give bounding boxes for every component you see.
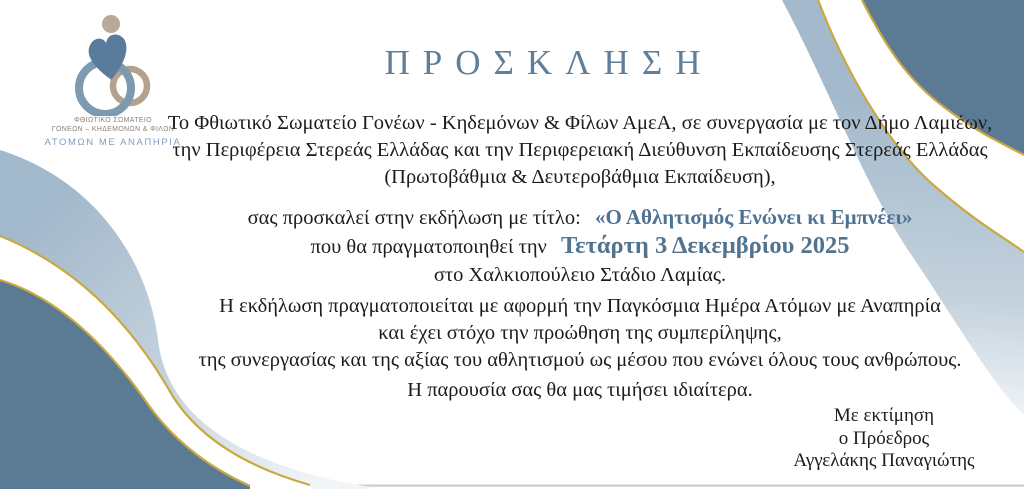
logo-head [102, 15, 120, 33]
signature-block [758, 405, 1010, 473]
invite-prefix-text: σας προσκαλεί στην εκδήλωση με τίτλο: [247, 207, 581, 229]
org-logo-figure [70, 10, 156, 116]
event-date-text: Τετάρτη 3 Δεκεμβρίου 2025 [560, 232, 850, 259]
venue-text: στο Χαλκιοπούλειο Στάδιο Λαμίας. [433, 264, 727, 286]
closing-text: Η παρουσία σας θα μας τιμήσει ιδιαίτερα. [407, 379, 753, 401]
event-title-text: «Ο Αθλητισμός Ενώνει κι Εμπνέει» [594, 205, 913, 229]
org-name-line1: ΦΘΙΩΤΙΚΟ ΣΩΜΑΤΕΙΟ [74, 117, 152, 124]
signature-line-3: Αγγελάκης Παναγιώτης [793, 450, 975, 471]
invitation-title: ΠΡΟΣΚΛΗΣΗ [384, 43, 714, 82]
intro-line-3: (Πρωτοβάθμια & Δευτεροβάθμια Εκπαίδευση), [384, 166, 776, 188]
purpose-line-2: και έχει στόχο την προώθηση της συμπερίληψης, [378, 322, 782, 344]
invite-line [140, 204, 1020, 232]
purpose-line-3: της συνεργασίας και της αξίας του αθλητισμού ως μέσου που ενώνει όλους τους ανθρώπους. [198, 349, 962, 371]
org-name-line3: ΑΤΟΜΩΝ ΜΕ ΑΝΑΠΗΡΙΑ [44, 137, 182, 148]
intro-line-2: την Περιφέρεια Στερεάς Ελλάδας και την Περιφερειακή Διεύθυνση Εκπαίδευσης Στερεάς Ελλάδας [172, 139, 988, 161]
purpose-paragraph [140, 293, 1020, 374]
org-logo [38, 10, 188, 149]
intro-paragraph [140, 110, 1020, 191]
date-prefix-text: που θα πραγματοποιηθεί την [310, 236, 547, 258]
date-line [140, 232, 1020, 261]
intro-line-1: Το Φθιωτικό Σωματείο Γονέων - Κηδεμόνων & Φίλων ΑμεΑ, σε συνεργασία με τον Δήμο Λαμιέων, [167, 112, 993, 134]
signature-line-2: ο Πρόεδρος [838, 427, 930, 449]
signature-line-1: Με εκτίμηση [833, 405, 935, 426]
org-name-line2: ΓΟΝΕΩΝ – ΚΗΔΕΜΟΝΩΝ & ΦΙΛΩΝ [51, 126, 175, 133]
purpose-line-1: Η εκδήλωση πραγματοποιείται με αφορμή την Παγκόσμια Ημέρα Ατόμων με Αναπηρία [219, 295, 941, 317]
